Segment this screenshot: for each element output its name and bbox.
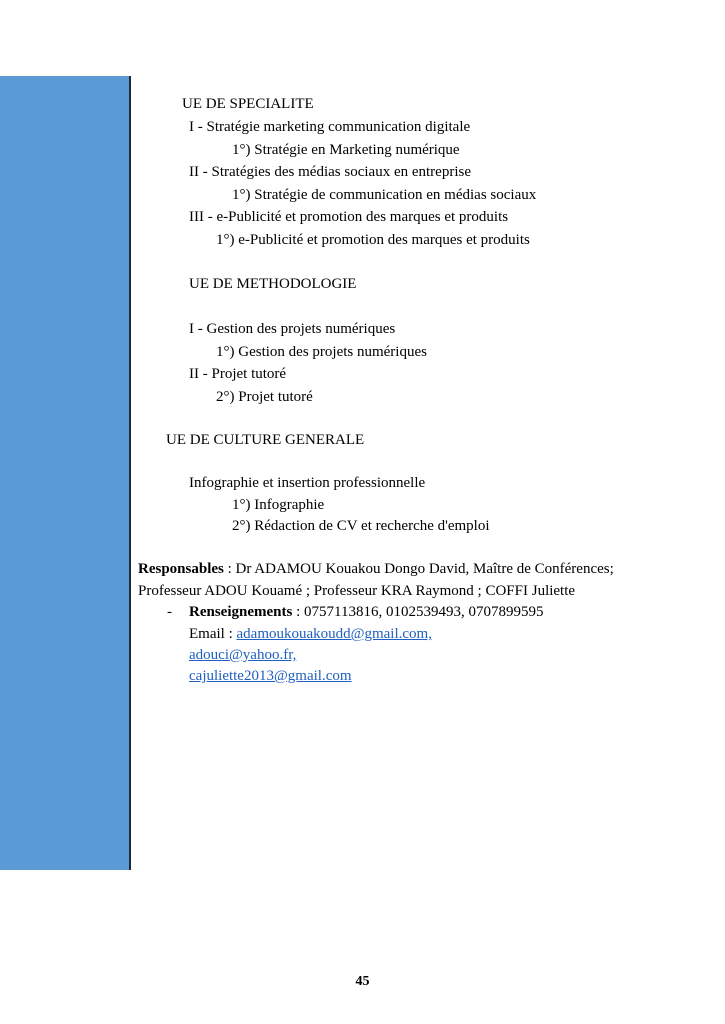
list-item: 2°) Projet tutoré — [216, 389, 313, 405]
sidebar-decoration — [0, 76, 131, 870]
section-heading-specialite: UE DE SPECIALITE — [182, 96, 314, 112]
responsables-line-2: Professeur ADOU Kouamé ; Professeur KRA Raymond ; COFFI Juliette — [138, 583, 576, 599]
list-item: 1°) Infographie — [232, 497, 325, 513]
responsables-line — [138, 560, 614, 578]
email-line-3 — [189, 667, 352, 685]
list-item: 1°) Gestion des projets numériques — [216, 344, 427, 360]
responsables-label: Responsables — [138, 561, 224, 577]
list-item: I - Gestion des projets numériques — [189, 321, 396, 337]
list-item: Infographie et insertion professionnelle — [189, 475, 426, 491]
list-item: 2°) Rédaction de CV et recherche d'emploi — [232, 518, 490, 534]
list-item: I - Stratégie marketing communication digitale — [189, 119, 471, 135]
section-heading-methodologie: UE DE METHODOLOGIE — [189, 276, 357, 292]
renseignements-line — [189, 603, 543, 621]
list-item: II - Projet tutoré — [189, 366, 287, 382]
list-item: 1°) Stratégie de communication en médias sociaux — [232, 187, 537, 203]
renseignements-label: Renseignements — [189, 604, 293, 620]
email-link-cajuliette[interactable]: cajuliette2013@gmail.com — [189, 668, 352, 684]
list-item: II - Stratégies des médias sociaux en entreprise — [189, 164, 471, 180]
email-link-adamou[interactable]: adamoukouakoudd@gmail.com, — [236, 626, 432, 642]
page-number: 45 — [355, 974, 370, 989]
responsables-text: : Dr ADAMOU Kouakou Dongo David, Maître de Conférences; — [223, 561, 614, 577]
email-label: Email : — [189, 626, 237, 642]
email-link-adouci[interactable]: adouci@yahoo.fr, — [189, 647, 297, 663]
list-item: 1°) e-Publicité et promotion des marques et produits — [216, 232, 530, 248]
bullet-marker: - — [167, 604, 172, 620]
list-item: 1°) Stratégie en Marketing numérique — [232, 142, 460, 158]
renseignements-phones: : 0757113816, 0102539493, 0707899595 — [292, 604, 544, 620]
section-heading-culture-generale: UE DE CULTURE GENERALE — [166, 432, 365, 448]
list-item: III - e-Publicité et promotion des marques et produits — [189, 209, 509, 225]
email-line — [189, 625, 432, 643]
email-line-2 — [189, 646, 296, 664]
